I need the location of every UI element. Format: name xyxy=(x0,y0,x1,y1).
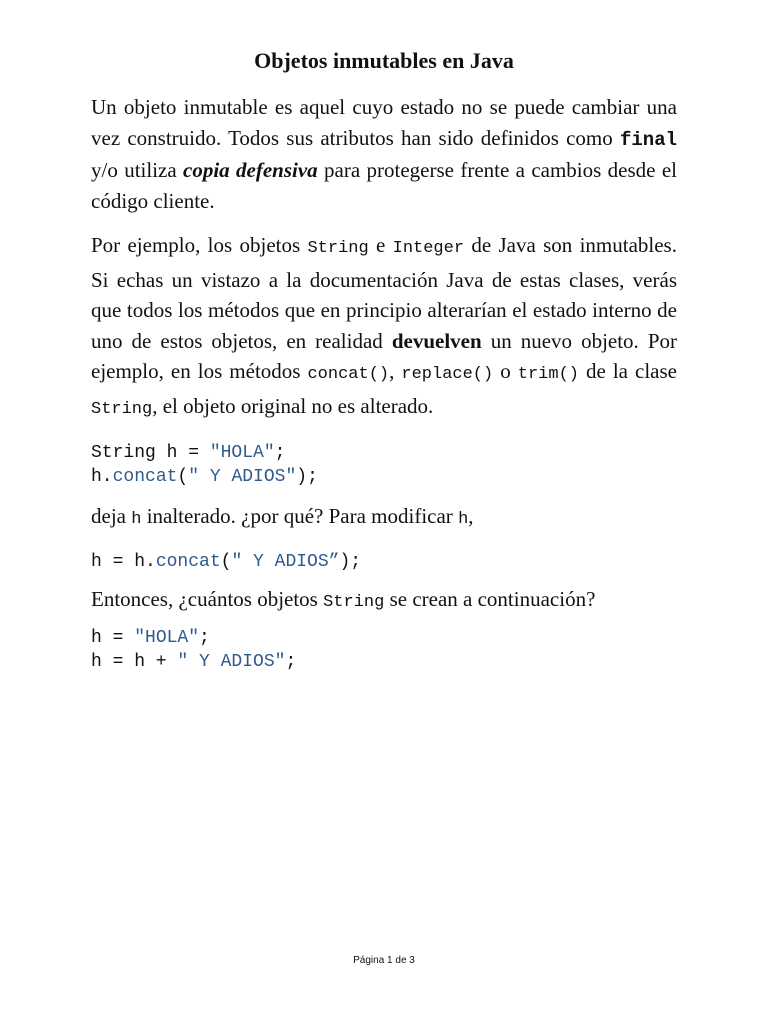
text-run: y/o utiliza xyxy=(91,158,184,182)
text-run: un nuevo objeto. Por ejemplo, en los métodos xyxy=(91,328,677,383)
code-token: ; xyxy=(199,628,210,648)
emphasis-copia-defensiva: copia defensiva xyxy=(183,158,318,182)
code-token: ); xyxy=(339,551,362,572)
text-run: e xyxy=(368,233,393,257)
code-snippet-2 xyxy=(91,550,677,574)
text-run: deja xyxy=(91,504,132,528)
text-run: , el objeto original no es alterado. xyxy=(152,393,434,418)
code-string-literal: " Y ADIOS” xyxy=(231,551,340,572)
code-token: ( xyxy=(220,551,232,572)
code-string-literal: " Y ADIOS" xyxy=(177,652,286,672)
code-string: String xyxy=(307,239,369,258)
code-token: h = h. xyxy=(91,551,156,572)
text-run: para protegerse frente a cambios desde el código cliente. xyxy=(91,158,677,213)
paragraph-count-question xyxy=(91,584,677,619)
code-string-3: String xyxy=(323,592,385,612)
text-run: de Java son inmutables. Si echas un vistazo a la documentación Java de estas clases, verás que todos los métodos que en principio alterarían el estado interno de uno de estos objetos, en realidad xyxy=(91,233,677,353)
code-method: concat xyxy=(112,467,178,487)
code-snippet-3 xyxy=(91,626,677,674)
code-trim: trim() xyxy=(517,365,579,384)
code-token: ); xyxy=(296,467,318,487)
code-token: h. xyxy=(91,467,113,487)
code-token: ( xyxy=(177,467,189,487)
paragraph-example xyxy=(91,230,677,425)
text-run: inalterado. ¿por qué? Para modificar xyxy=(141,504,459,528)
page-title: Objetos inmutables en Java xyxy=(254,48,514,73)
code-snippet-1 xyxy=(91,441,677,489)
code-token: ; xyxy=(274,443,286,463)
code-string-literal: " Y ADIOS" xyxy=(188,467,297,487)
code-token: ; xyxy=(285,652,297,672)
code-replace: replace() xyxy=(401,365,494,384)
code-final: final xyxy=(619,128,677,151)
paragraph-intro xyxy=(91,92,677,216)
text-run: o xyxy=(493,359,518,383)
page-footer: Página 1 de 3 xyxy=(353,955,415,966)
text-run: de la clase xyxy=(578,359,677,383)
code-h-2: h xyxy=(458,510,469,529)
code-string-2: String xyxy=(91,399,153,419)
code-string-literal: "HOLA" xyxy=(134,628,200,648)
text-run: , xyxy=(468,504,474,528)
code-string-literal: "HOLA" xyxy=(209,443,275,463)
code-token: h = h + xyxy=(91,652,178,672)
code-integer: Integer xyxy=(392,239,465,258)
bold-devuelven: devuelven xyxy=(391,328,482,353)
code-method: concat xyxy=(155,551,221,572)
code-token: h = xyxy=(91,628,135,648)
text-run: Entonces, ¿cuántos objetos xyxy=(91,586,324,611)
code-h: h xyxy=(131,510,142,529)
text-run: se crean a continuación? xyxy=(384,586,596,611)
paragraph-question xyxy=(91,501,677,536)
code-token: String h = xyxy=(91,443,210,463)
text-run: , xyxy=(389,359,402,383)
code-concat: concat() xyxy=(307,365,390,384)
document-page xyxy=(91,44,677,674)
text-run: Por ejemplo, los objetos xyxy=(91,233,308,257)
text-run: Un objeto inmutable es aquel cuyo estado no se puede cambiar una vez construido. Todos sus atributos han sido definidos como xyxy=(91,95,677,150)
